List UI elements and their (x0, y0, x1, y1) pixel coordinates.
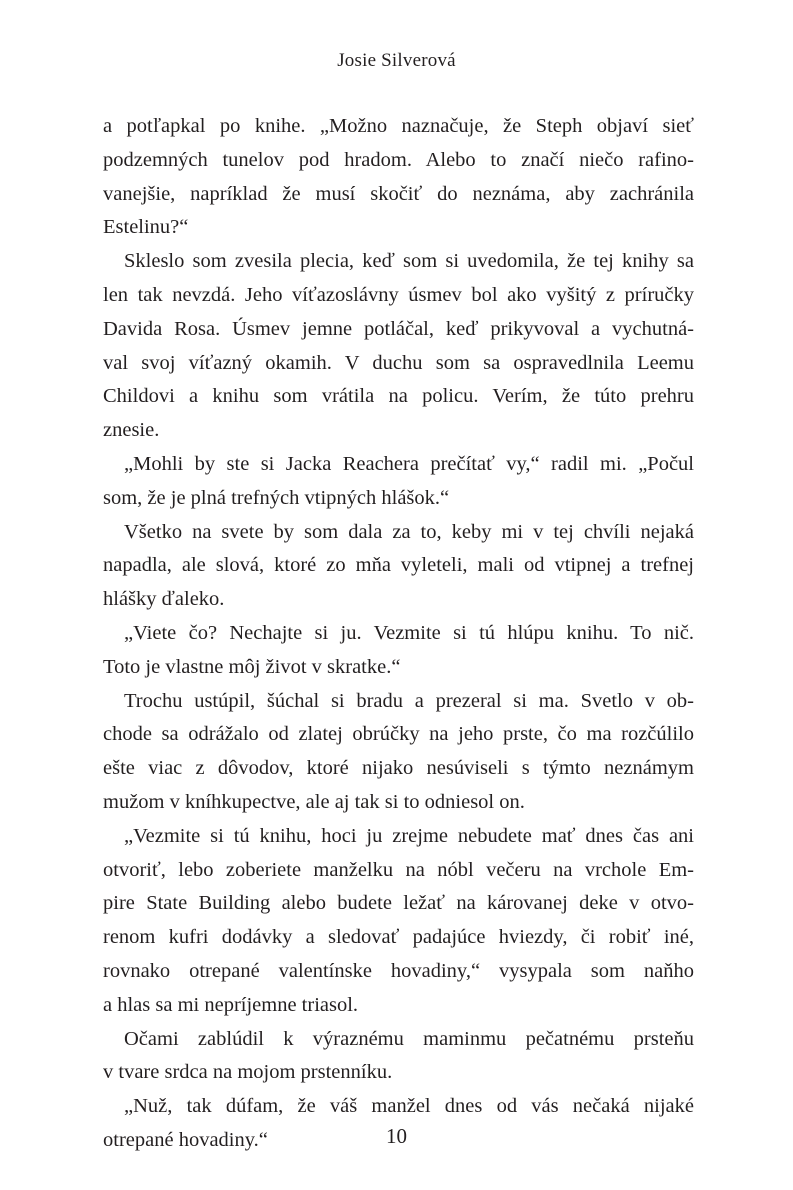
paragraph (103, 110, 694, 245)
text-line: val svoj víťazný okamih. V duchu som sa ospravedlnila Leemu (103, 351, 694, 374)
text-line: rovnako otrepané valentínske hovadiny,“ vysypala som naňho (103, 959, 694, 982)
text-line: „Viete čo? Nechajte si ju. Vezmite si tú hlúpu knihu. To nič. (124, 621, 694, 644)
text-line: mužom v kníhkupectve, ale aj tak si to odniesol on. (103, 790, 525, 813)
paragraph (103, 820, 694, 1023)
text-line: v tvare srdca na mojom prstenníku. (103, 1061, 393, 1084)
page-number: 10 (386, 1124, 407, 1148)
text-line: Očami zablúdil k výraznému maminmu pečatnému prsteňu (124, 1027, 694, 1050)
text-line: Trochu ustúpil, šúchal si bradu a prezeral si ma. Svetlo v ob- (124, 689, 694, 712)
text-line: „Mohli by ste si Jacka Reachera prečítať vy,“ radil mi. „Počul (124, 452, 694, 475)
paragraph (103, 516, 694, 617)
text-line: otrepané hovadiny.“ (103, 1128, 268, 1151)
paragraph (103, 448, 694, 516)
text-line: hlášky ďaleko. (103, 588, 225, 611)
paragraph (103, 245, 694, 448)
text-line: otvoriť, lebo zoberiete manželku na nóbl večeru na vrchole Em- (103, 858, 694, 881)
text-line: Skleslo som zvesila plecia, keď som si uvedomila, že tej knihy sa (124, 250, 694, 273)
text-line: chode sa odrážalo od zlatej obrúčky na jeho prste, čo ma rozčúlilo (103, 723, 694, 746)
paragraph (103, 617, 694, 685)
running-header-author: Josie Silverová (337, 50, 456, 71)
text-line: a potľapkal po knihe. „Možno naznačuje, že Steph objaví sieť (103, 115, 694, 137)
text-line: „Vezmite si tú knihu, hoci ju zrejme nebudete mať dnes čas ani (124, 824, 694, 847)
text-line: Davida Rosa. Úsmev jemne potláčal, keď prikyvoval a vychutná- (103, 317, 694, 340)
text-line: Toto je vlastne môj život v skratke.“ (103, 655, 401, 678)
text-line: len tak nevzdá. Jeho víťazoslávny úsmev bol ako vyšitý z príručky (103, 283, 694, 306)
paragraph (103, 685, 694, 820)
text-line: napadla, ale slová, ktoré zo mňa vyleteli, mali od vtipnej a trefnej (103, 554, 694, 577)
text-line: znesie. (103, 419, 160, 442)
text-line: Všetko na svete by som dala za to, keby mi v tej chvíli nejaká (124, 520, 694, 543)
text-line: Estelinu?“ (103, 216, 189, 239)
body-text (103, 110, 694, 1158)
text-line: „Nuž, tak dúfam, že váš manžel dnes od vás nečaká nijaké (124, 1095, 694, 1118)
paragraph (103, 1023, 694, 1091)
text-line: podzemných tunelov pod hradom. Alebo to značí niečo rafino- (103, 148, 694, 171)
text-line: pire State Building alebo budete ležať na károvanej deke v otvo- (103, 892, 694, 915)
text-line: vanejšie, napríklad že musí skočiť do neznáma, aby zachránila (103, 182, 694, 205)
text-line: som, že je plná trefných vtipných hlášok.“ (103, 486, 450, 509)
text-line: ešte viac z dôvodov, ktoré nijako nesúviseli s týmto neznámym (103, 757, 694, 780)
text-line: a hlas sa mi nepríjemne triasol. (103, 993, 359, 1016)
text-line: renom kufri dodávky a sledovať padajúce hviezdy, či robiť iné, (103, 926, 694, 949)
text-line: Childovi a knihu som vrátila na policu. Verím, že túto prehru (103, 385, 694, 408)
